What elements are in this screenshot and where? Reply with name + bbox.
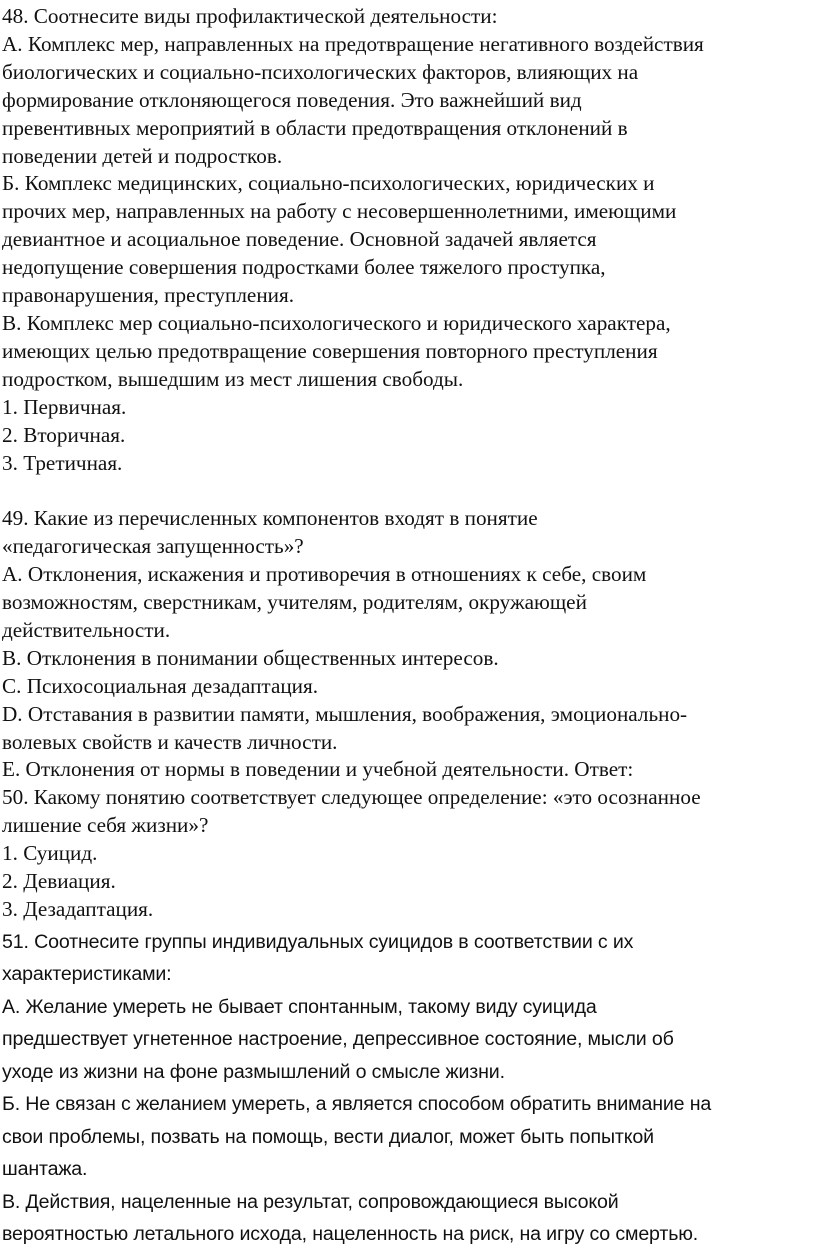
q48-v-line-1: В. Комплекс мер социально-психологического и юридического характера, [2,310,671,335]
q49-d-line-2: волевых свойств и качеств личности. [2,729,338,754]
q51-b-line-1: Б. Не связан с желанием умереть, а является способом обратить внимание на [2,1093,712,1116]
q51-b-line-3: шантажа. [2,1158,88,1181]
q49-a-line-3: действительности. [2,617,171,642]
q48-option-3: 3. Третичная. [2,450,123,475]
q48-v-line-3: подростком, вышедшим из мест лишения свободы. [2,366,464,391]
blank-line [2,477,816,505]
q48-option-1: 1. Первичная. [2,394,127,419]
q51-b-line-2: свои проблемы, позвать на помощь, вести диалог, может быть попыткой [2,1125,654,1148]
q48-b-line-3: девиантное и асоциальное поведение. Основной задачей является [2,227,597,252]
q48-b-line-4: недопущение совершения подростками более тяжелого проступка, [2,255,606,280]
q51-v-line-1: В. Действия, нацеленные на результат, сопровождающиеся высокой [2,1190,619,1213]
q49-d-line-1: D. Отставания в развитии памяти, мышления, воображения, эмоционально- [2,701,688,726]
q49-b: B. Отклонения в понимании общественных интересов. [2,645,499,670]
question-48-title: 48. Соотнесите виды профилактической деятельности: [2,4,498,28]
q51-a-line-1: А. Желание умереть не бывает спонтанным, такому виду суицида [2,995,597,1018]
question-50-title-line-1: 50. Какому понятию соответствует следующее определение: «это осознанное [2,785,701,810]
q49-a-line-2: возможностям, сверстникам, учителям, родителям, окружающей [2,590,587,615]
question-49 [2,505,816,784]
question-51-title-line-1: 51. Соотнесите группы индивидуальных суицидов в соответствии с их [2,930,634,953]
q48-a-line-2: биологических и социально-психологических факторов, влияющих на [2,59,639,84]
q51-a-line-3: уходе из жизни на фоне размышлений о смысле жизни. [2,1060,505,1083]
q50-option-3: 3. Дезадаптация. [2,896,154,921]
q48-v-line-2: имеющих целью предотвращение совершения повторного преступления [2,338,658,363]
question-50 [2,784,816,924]
q49-c: C. Психосоциальная дезадаптация. [2,673,319,698]
q51-a-line-2: предшествует угнетенное настроение, депрессивное состояние, мысли об [2,1028,674,1051]
q50-option-2: 2. Девиация. [2,869,116,894]
q49-e: E. Отклонения от нормы в поведении и учебной деятельности. Ответ: [2,757,634,782]
question-48 [2,3,816,477]
q48-a-line-4: превентивных мероприятий в области предотвращения отклонений в [2,115,628,140]
q49-a-line-1: A. Отклонения, искажения и противоречия в отношениях к себе, своим [2,562,647,587]
question-50-title-line-2: лишение себя жизни»? [2,813,209,838]
q48-a-line-1: А. Комплекс мер, направленных на предотвращение негативного воздействия [2,31,704,56]
q48-a-line-5: поведении детей и подростков. [2,143,283,168]
q51-v-line-2: вероятностью летального исхода, нацеленность на риск, на игру со смертью. [2,1223,699,1246]
q48-b-line-2: прочих мер, направленных на работу с несовершеннолетними, имеющими [2,199,677,224]
question-51 [2,926,816,1251]
q48-option-2: 2. Вторичная. [2,422,126,447]
serif-section [2,3,816,924]
q48-a-line-3: формирование отклоняющегося поведения. Это важнейший вид [2,87,582,112]
question-51-title-line-2: характеристиками: [2,963,172,986]
q50-option-1: 1. Суицид. [2,841,98,866]
question-49-title-line-1: 49. Какие из перечисленных компонентов входят в понятие [2,506,538,531]
q48-b-line-1: Б. Комплекс медицинских, социально-психологических, юридических и [2,171,655,196]
question-49-title-line-2: «педагогическая запущенность»? [2,534,304,559]
q48-b-line-5: правонарушения, преступления. [2,283,295,308]
